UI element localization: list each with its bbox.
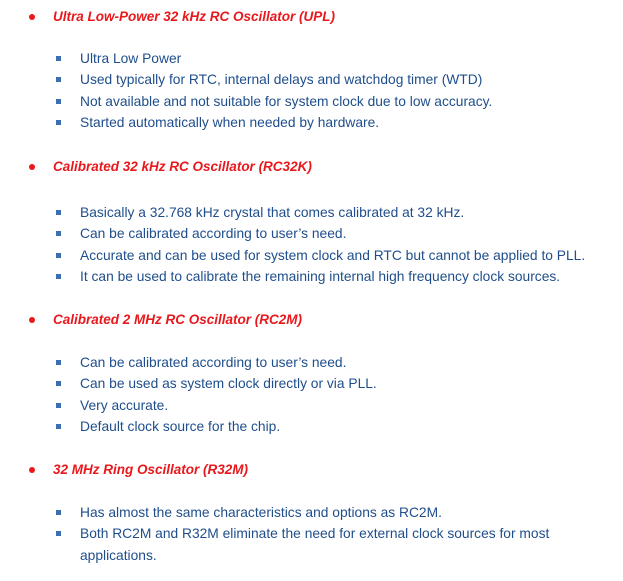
list-item-text: Has almost the same characteristics and options as RC2M.: [80, 505, 442, 520]
square-bullet-icon: [56, 56, 61, 61]
list-item: [56, 373, 616, 395]
square-bullet-icon: [56, 381, 61, 386]
list-item: [56, 112, 616, 134]
list-item: [56, 48, 616, 70]
list-item-text: Not available and not suitable for system clock due to low accuracy.: [80, 94, 493, 109]
list-item: [56, 69, 616, 91]
list-item: [56, 523, 616, 566]
list-item-text: Ultra Low Power: [80, 51, 182, 66]
list-item-text: Can be calibrated according to user’s need.: [80, 355, 347, 370]
square-bullet-icon: [56, 403, 61, 408]
square-bullet-icon: [56, 510, 61, 515]
square-bullet-icon: [56, 531, 61, 536]
heading-bullet-icon: [29, 14, 35, 20]
list-item-text: It can be used to calibrate the remaining internal high frequency clock sources.: [80, 269, 561, 284]
list-item-text: Can be used as system clock directly or via PLL.: [80, 376, 377, 391]
heading-bullet-icon: [29, 317, 35, 323]
list-item-text: Very accurate.: [80, 398, 169, 413]
section-heading-text: Calibrated 2 MHz RC Oscillator (RC2M): [53, 312, 303, 327]
heading-bullet-icon: [29, 164, 35, 170]
list-item: [56, 202, 616, 224]
square-bullet-icon: [56, 99, 61, 104]
list-item: [56, 245, 616, 267]
list-item: [56, 352, 616, 374]
square-bullet-icon: [56, 120, 61, 125]
list-item-text: Can be calibrated according to user’s need.: [80, 226, 347, 241]
square-bullet-icon: [56, 210, 61, 215]
list-item: [56, 416, 616, 438]
list-item: [56, 395, 616, 417]
section-heading-text: Calibrated 32 kHz RC Oscillator (RC32K): [53, 159, 312, 174]
list-item-text: Accurate and can be used for system clock and RTC but cannot be applied to PLL.: [80, 248, 586, 263]
list-item: [56, 223, 616, 245]
square-bullet-icon: [56, 253, 61, 258]
section-heading-text: 32 MHz Ring Oscillator (R32M): [53, 462, 249, 477]
list-item: [56, 91, 616, 113]
square-bullet-icon: [56, 274, 61, 279]
list-item-text: Both RC2M and R32M eliminate the need for external clock sources for most applications.: [80, 526, 550, 563]
square-bullet-icon: [56, 360, 61, 365]
list-item: [56, 266, 616, 288]
square-bullet-icon: [56, 77, 61, 82]
square-bullet-icon: [56, 424, 61, 429]
heading-bullet-icon: [29, 467, 35, 473]
list-item-text: Basically a 32.768 kHz crystal that comes calibrated at 32 kHz.: [80, 205, 465, 220]
list-item-text: Used typically for RTC, internal delays and watchdog timer (WTD): [80, 72, 483, 87]
section-heading-text: Ultra Low-Power 32 kHz RC Oscillator (UPL): [53, 9, 336, 24]
list-item: [56, 502, 616, 524]
list-item-text: Default clock source for the chip.: [80, 419, 281, 434]
list-item-text: Started automatically when needed by hardware.: [80, 115, 380, 130]
square-bullet-icon: [56, 231, 61, 236]
